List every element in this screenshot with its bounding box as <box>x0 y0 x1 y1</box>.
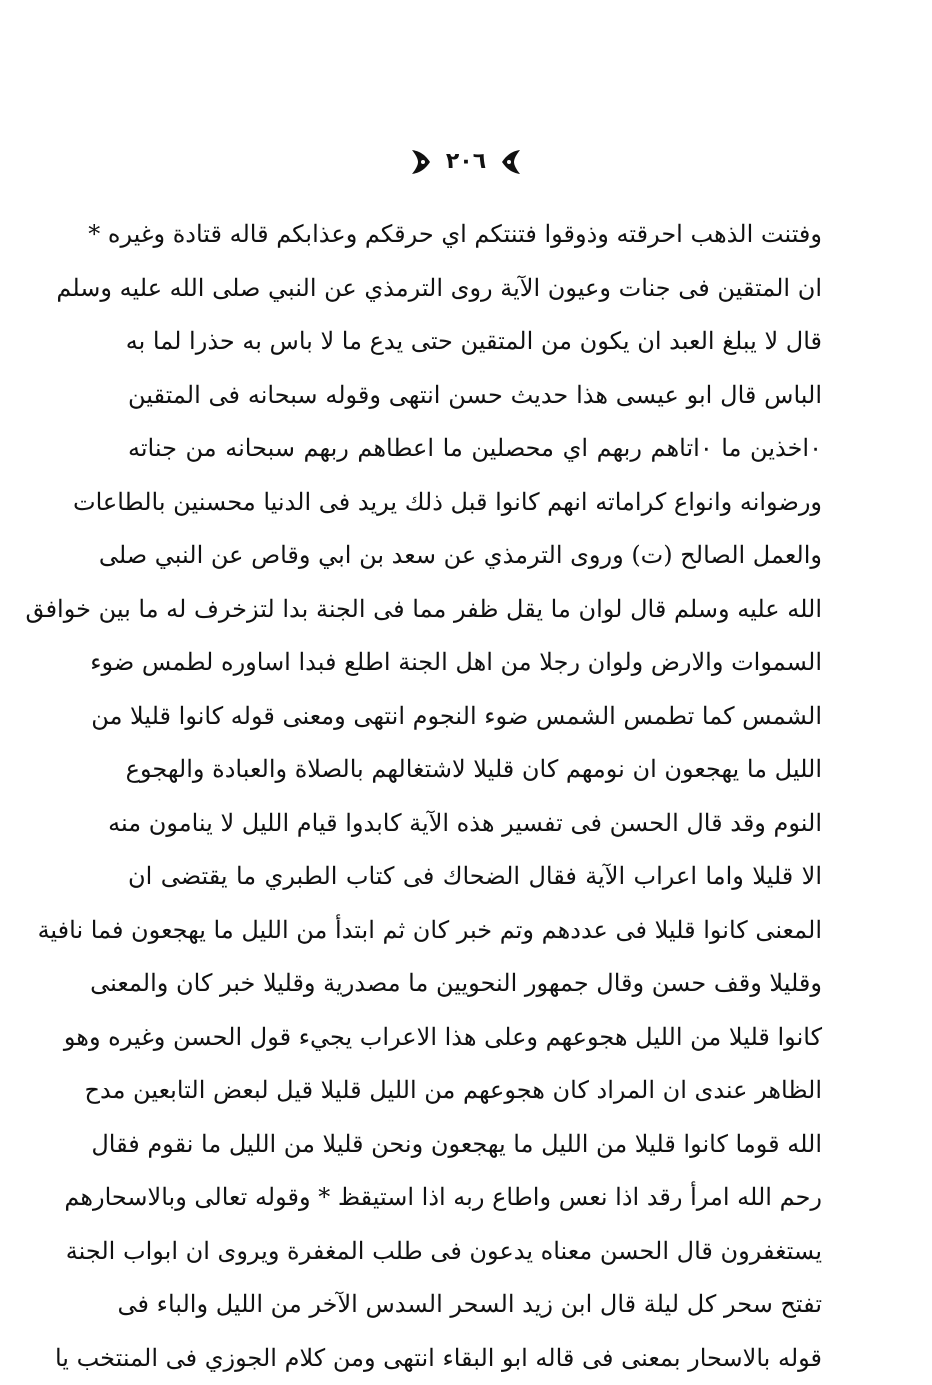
left-ornament-icon <box>410 149 432 175</box>
text-line: ورضوانه وانواع كراماته انهم كانوا قبل ذلك يريد فى الدنيا محسنين بالطاعات <box>128 476 822 530</box>
text-line: والعمل الصالح (ت) وروى الترمذي عن سعد بن ابي وقاص عن النبي صلى <box>128 529 822 583</box>
text-line: الله عليه وسلم قال لوان ما يقل ظفر مما فى الجنة بدا لتزخرف له ما بين خوافق <box>128 583 822 637</box>
right-ornament-icon <box>500 149 522 175</box>
text-line: الظاهر عندى ان المراد كان هجوعهم من الليل قليلا قيل لبعض التابعين مدح <box>128 1064 822 1118</box>
text-line: كانوا قليلا من الليل هجوعهم وعلى هذا الاعراب يجيء قول الحسن وغيره وهو <box>128 1011 822 1065</box>
text-line: رحم الله امرأ رقد اذا نعس واطاع ربه اذا استيقظ * وقوله تعالى وبالاسحارهم <box>128 1171 822 1225</box>
text-line: الباس قال ابو عيسى هذا حديث حسن انتهى وقوله سبحانه فى المتقين <box>128 369 822 423</box>
text-line: ان المتقين فى جنات وعيون الآية روى الترمذي عن النبي صلى الله عليه وسلم <box>128 262 822 316</box>
text-line: ٠اخذين ما ٠اتاهم ربهم اي محصلين ما اعطاهم ربهم سبحانه من جناته <box>128 422 822 476</box>
text-line: السموات والارض ولوان رجلا من اهل الجنة اطلع فبدا اساوره لطمس ضوء <box>128 636 822 690</box>
text-line: المعنى كانوا قليلا فى عددهم وتم خبر كان ثم ابتدأ من الليل ما يهجعون فما نافية <box>128 904 822 958</box>
body-text <box>128 208 822 1385</box>
text-line: الا قليلا واما اعراب الآية فقال الضحاك فى كتاب الطبري ما يقتضى ان <box>128 850 822 904</box>
text-line: قوله بالاسحار بمعنى فى قاله ابو البقاء انتهى ومن كلام الجوزي فى المنتخب يا <box>128 1332 822 1385</box>
text-line: يستغفرون قال الحسن معناه يدعون فى طلب المغفرة ويروى ان ابواب الجنة <box>128 1225 822 1279</box>
text-line: الله قوما كانوا قليلا من الليل ما يهجعون ونحن قليلا من الليل ما نقوم فقال <box>128 1118 822 1172</box>
text-line: النوم وقد قال الحسن فى تفسير هذه الآية كابدوا قيام الليل لا ينامون منه <box>128 797 822 851</box>
text-line: تفتح سحر كل ليلة قال ابن زيد السحر السدس الآخر من الليل والباء فى <box>128 1278 822 1332</box>
text-line: الشمس كما تطمس الشمس ضوء النجوم انتهى ومعنى قوله كانوا قليلا من <box>128 690 822 744</box>
text-line: وفتنت الذهب احرقته وذوقوا فتنتكم اي حرقكم وعذابكم قاله قتادة وغيره * <box>128 208 822 262</box>
text-line: الليل ما يهجعون ان نومهم كان قليلا لاشتغالهم بالصلاة والعبادة والهجوع <box>128 743 822 797</box>
text-line: قال لا يبلغ العبد ان يكون من المتقين حتى يدع ما لا باس به حذرا لما به <box>128 315 822 369</box>
page-number: ٢٠٦ <box>446 142 486 182</box>
text-line: وقليلا وقف حسن وقال جمهور النحويين ما مصدرية وقليلا خبر كان والمعنى <box>128 957 822 1011</box>
page-header <box>0 142 932 182</box>
